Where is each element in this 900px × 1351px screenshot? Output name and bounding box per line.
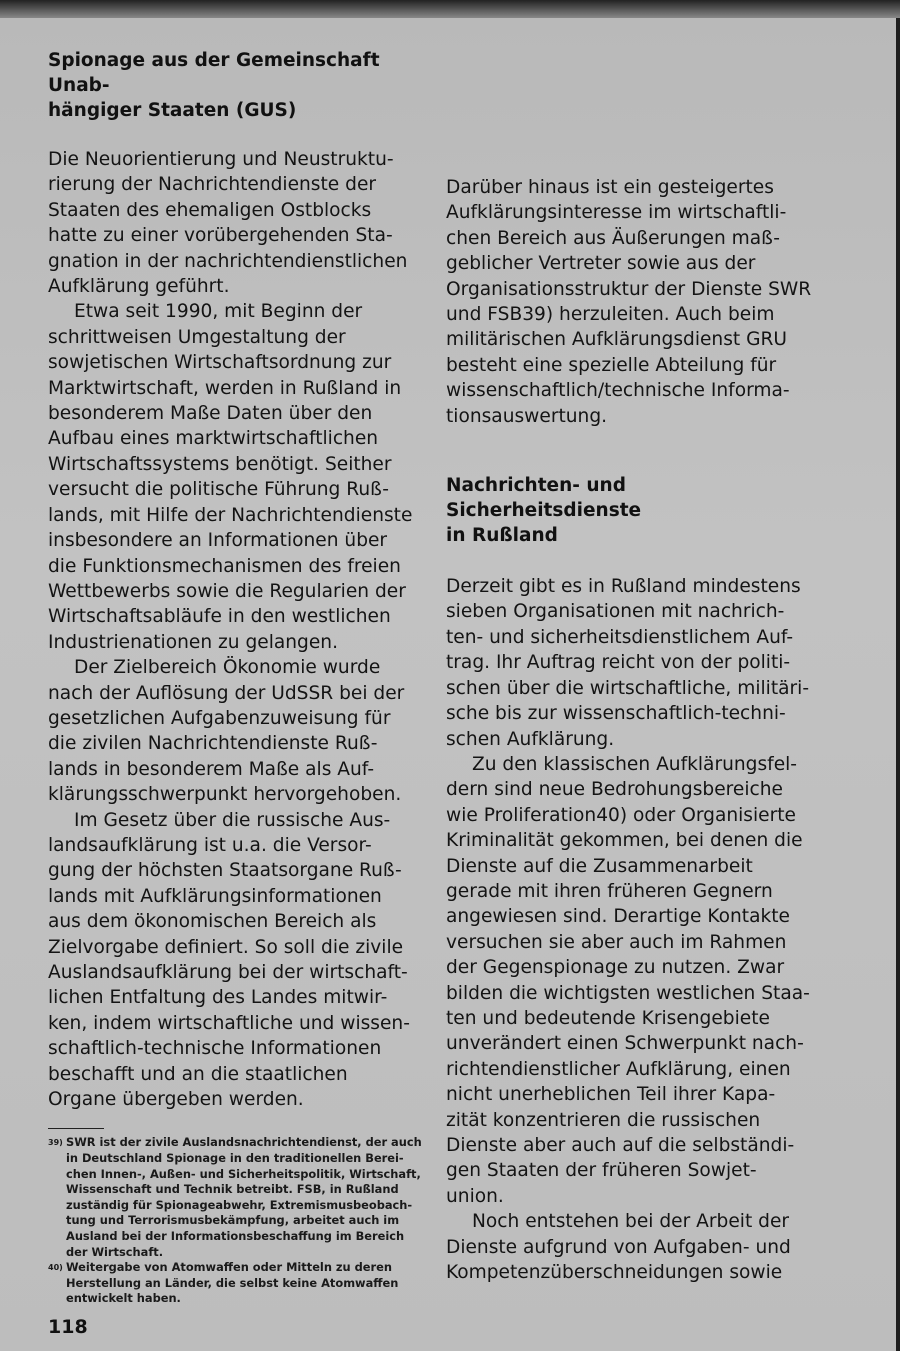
text-line: aus dem ökonomischen Bereich als — [48, 911, 377, 933]
text-line: trag. Ihr Auftrag reicht von der politi- — [446, 652, 791, 674]
footnote-line: SWR ist der zivile Auslandsnachrichtendienst, der auch — [66, 1135, 422, 1150]
text-line: Wirtschaftssystems benötigt. Seither — [48, 453, 392, 475]
text-line: beschafft und an die staatlichen — [48, 1063, 348, 1085]
paragraph — [48, 147, 416, 299]
text-line: gerade mit ihren früheren Gegnern — [446, 880, 773, 902]
text-line: lands in besonderem Maße als Auf- — [48, 758, 375, 780]
text-line: Dienste auf die Zusammenarbeit — [446, 855, 753, 877]
paragraph — [446, 752, 816, 1209]
text-line: nicht unerheblichen Teil ihrer Kapa- — [446, 1084, 776, 1106]
text-line: Im Gesetz über die russische Aus- — [74, 809, 391, 831]
footnote-line: zuständig für Spionageabwehr, Extremismusbeobach- — [66, 1197, 413, 1212]
footnote-mark: 40) — [48, 1263, 63, 1273]
text-line: Derzeit gibt es in Rußland mindestens — [446, 576, 801, 598]
paragraph — [446, 574, 816, 752]
text-line: angewiesen sind. Derartige Kontakte — [446, 906, 790, 928]
paragraph — [48, 655, 416, 807]
text-line: Organisationsstruktur der Dienste SWR — [446, 278, 812, 300]
text-line: sowjetischen Wirtschaftsordnung zur — [48, 352, 392, 374]
text-line: Kompetenzüberschneidungen sowie — [446, 1262, 783, 1284]
text-line: schaftlich-technische Informationen — [48, 1038, 382, 1060]
text-line: Aufbau eines marktwirtschaftlichen — [48, 428, 379, 450]
text-line: gen Staaten der früheren Sowjet- — [446, 1160, 757, 1182]
text-line: ten- und sicherheitsdienstlichem Auf- — [446, 626, 794, 648]
text-line: union. — [446, 1185, 504, 1207]
text-line: versuchen sie aber auch im Rahmen — [446, 931, 787, 953]
left-body-text — [48, 147, 416, 1112]
text-line: Dienste aber auch auf die selbständi- — [446, 1135, 795, 1156]
footnote-mark: 39) — [48, 1138, 63, 1148]
footnote-line: Ausland bei der Informationsbeschaffung im Bereich — [66, 1229, 405, 1243]
footnote-line: entwickelt haben. — [66, 1291, 181, 1306]
text-line: und FSB39) herzuleiten. Auch beim — [446, 304, 775, 326]
heading-line: Spionage aus der Gemeinschaft Unab- — [48, 50, 380, 96]
text-line: Organe übergeben werden. — [48, 1089, 304, 1111]
text-line: wie Proliferation40) oder Organisierte — [446, 804, 796, 826]
text-line: militärischen Aufklärungsdienst GRU — [446, 329, 788, 351]
right-column — [446, 175, 816, 1285]
text-line: ten und bedeutende Krisengebiete — [446, 1007, 770, 1029]
footnote-line: Wissenschaft und Technik betreibt. FSB, in Rußland — [66, 1182, 399, 1197]
footnote-divider — [48, 1128, 104, 1129]
footnote-line: in Deutschland Spionage in den traditionellen Berei- — [66, 1151, 404, 1166]
text-line: hatte zu einer vorübergehenden Sta- — [48, 225, 393, 247]
text-line: klärungsschwerpunkt hervorgehoben. — [48, 784, 402, 806]
text-line: wissenschaftlich/technische Informa- — [446, 380, 790, 402]
text-line: Auslandsaufklärung bei der wirtschaft- — [48, 962, 408, 983]
text-line: die zivilen Nachrichtendienste Ruß- — [48, 733, 378, 755]
text-line: sche bis zur wissenschaftlich-techni- — [446, 703, 786, 725]
text-line: Kriminalität gekommen, bei denen die — [446, 830, 803, 852]
section-heading-gus — [48, 48, 416, 123]
footnote — [48, 1135, 422, 1260]
footnote-line: Herstellung an Länder, die selbst keine Atomwaffen — [66, 1275, 399, 1290]
footnote-line: tung und Terrorismusbekämpfung, arbeitet auch im — [66, 1213, 400, 1228]
text-line: ken, indem wirtschaftliche und wissen- — [48, 1012, 410, 1034]
heading-line: in Rußland — [446, 525, 558, 547]
text-line: zität konzentrieren die russischen — [446, 1109, 761, 1131]
heading-line: hängiger Staaten (GUS) — [48, 100, 297, 121]
right-body-text — [446, 574, 816, 1285]
footnotes — [48, 1135, 422, 1307]
text-line: Wirtschaftsabläufe in den westlichen — [48, 606, 391, 628]
text-line: Aufklärungsinteresse im wirtschaftli- — [446, 202, 787, 224]
text-line: Marktwirtschaft, werden in Rußland in — [48, 377, 402, 399]
text-line: unverändert einen Schwerpunkt nach- — [446, 1033, 804, 1055]
scan-top-edge — [0, 0, 900, 18]
text-line: geblicher Vertreter sowie aus der — [446, 253, 756, 275]
text-line: besonderem Maße Daten über den — [48, 403, 373, 425]
text-line: die Funktionsmechanismen des freien — [48, 555, 401, 577]
section-heading-russia — [446, 473, 816, 548]
paragraph — [446, 175, 816, 429]
footnote-line: der Wirtschaft. — [66, 1244, 164, 1259]
text-line: Staaten des ehemaligen Ostblocks — [48, 199, 372, 221]
text-line: nach der Auflösung der UdSSR bei der — [48, 682, 405, 704]
text-line: Noch entstehen bei der Arbeit der — [472, 1211, 790, 1233]
text-line: insbesondere an Informationen über — [48, 530, 388, 552]
heading-line: Nachrichten- und Sicherheitsdienste — [446, 475, 642, 522]
text-line: gung der höchsten Staatsorgane Ruß- — [48, 860, 402, 882]
text-line: tionsauswertung. — [446, 405, 608, 427]
text-line: Industrienationen zu gelangen. — [48, 631, 338, 653]
text-line: dern sind neue Bedrohungsbereiche — [446, 779, 783, 801]
text-line: schen über die wirtschaftliche, militäri- — [446, 677, 810, 699]
paragraph — [446, 1209, 816, 1285]
text-line: Zielvorgabe definiert. So soll die zivile — [48, 936, 404, 958]
footnote-line: Weitergabe von Atomwaffen oder Mitteln zu deren — [66, 1260, 392, 1275]
text-line: schen Aufklärung. — [446, 728, 615, 750]
text-line: chen Bereich aus Äußerungen maß- — [446, 227, 780, 249]
footnote-line: chen Innen-, Außen- und Sicherheitspolitik, Wirtschaft, — [66, 1166, 421, 1181]
page-number: 118 — [48, 1316, 88, 1338]
text-line: landsaufklärung ist u.a. die Versor- — [48, 834, 372, 856]
text-line: Der Zielbereich Ökonomie wurde — [74, 657, 381, 679]
text-line: rierung der Nachrichtendienste der — [48, 174, 377, 196]
paragraph — [48, 299, 416, 655]
paragraph — [48, 808, 416, 1113]
text-line: versucht die politische Führung Ruß- — [48, 479, 389, 501]
text-line: der Gegenspionage zu nutzen. Zwar — [446, 957, 785, 979]
text-line: lands, mit Hilfe der Nachrichtendienste — [48, 504, 413, 526]
text-line: richtendienstlicher Aufklärung, einen — [446, 1058, 791, 1080]
text-line: sieben Organisationen mit nachrich- — [446, 601, 785, 623]
text-line: schrittweisen Umgestaltung der — [48, 326, 346, 348]
text-line: gesetzlichen Aufgabenzuweisung für — [48, 707, 391, 729]
text-line: Wettbewerbs sowie die Regularien der — [48, 580, 406, 602]
text-line: lichen Entfaltung des Landes mitwir- — [48, 987, 388, 1009]
text-line: bilden die wichtigsten westlichen Staa- — [446, 982, 810, 1004]
right-intro-paragraph — [446, 175, 816, 429]
text-line: Darüber hinaus ist ein gesteigertes — [446, 177, 774, 198]
left-column — [48, 48, 422, 1307]
text-line: Aufklärung geführt. — [48, 276, 230, 298]
text-line: lands mit Aufklärungsinformationen — [48, 885, 382, 907]
text-line: Die Neuorientierung und Neustruktu- — [48, 149, 394, 170]
text-line: Etwa seit 1990, mit Beginn der — [74, 301, 363, 323]
text-line: besteht eine spezielle Abteilung für — [446, 354, 777, 376]
text-line: Zu den klassischen Aufklärungsfel- — [472, 753, 798, 775]
footnote — [48, 1260, 416, 1307]
text-line: Dienste aufgrund von Aufgaben- und — [446, 1236, 791, 1258]
text-line: gnation in der nachrichtendienstlichen — [48, 250, 408, 272]
